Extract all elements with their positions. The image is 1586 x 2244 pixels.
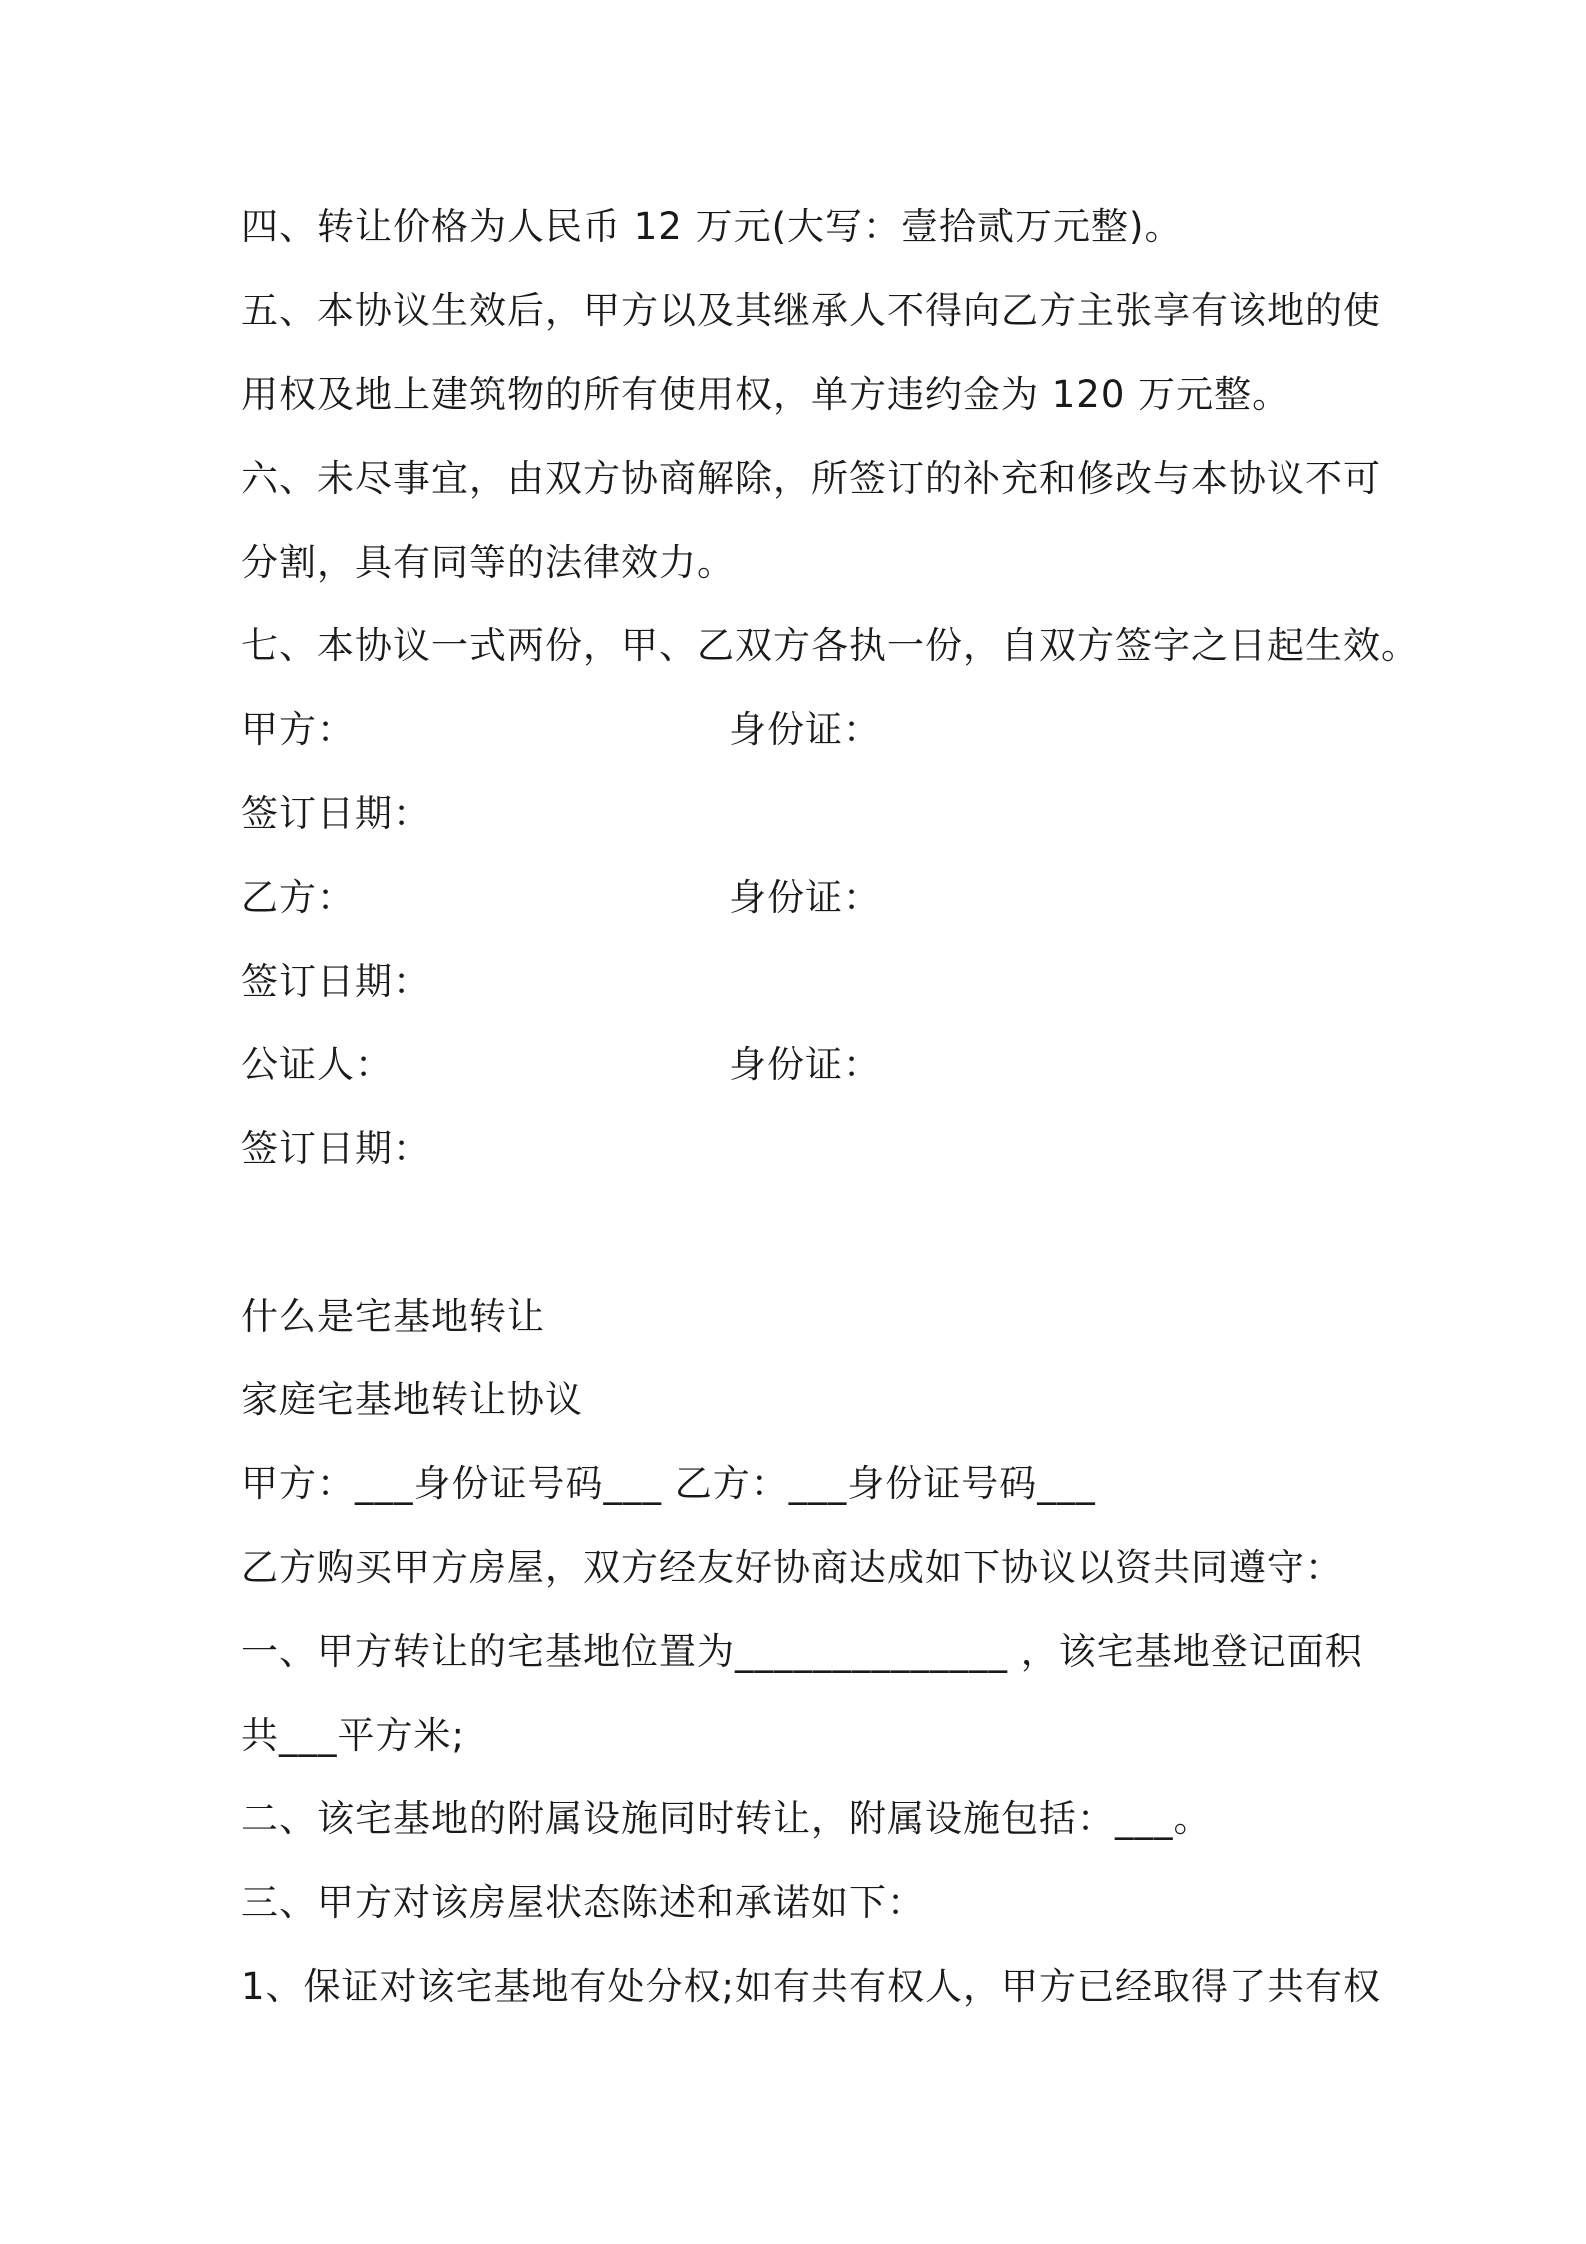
party-b-id-label: 身份证： (729, 876, 881, 919)
clause-7: 七、本协议一式两份，甲、乙双方各执一份，自双方签字之日起生效。 (241, 624, 1419, 667)
notary-label: 公证人： (241, 1043, 393, 1086)
notary-date-label: 签订日期： (241, 1127, 431, 1170)
clause-2: 二、该宅基地的附属设施同时转让，附属设施包括：___。 (241, 1797, 1212, 1840)
clause-3-1: 1、保证对该宅基地有处分权;如有共有权人，甲方已经取得了共有权 (241, 1965, 1382, 2008)
parties-line: 甲方：___身份证号码___ 乙方：___身份证号码___ (241, 1462, 1096, 1505)
section-heading: 什么是宅基地转让 (241, 1295, 545, 1338)
agreement-title: 家庭宅基地转让协议 (241, 1378, 583, 1421)
notary-id-label: 身份证： (729, 1043, 881, 1086)
party-a-id-label: 身份证： (729, 708, 881, 751)
party-b-date-label: 签订日期： (241, 960, 431, 1003)
clause-4: 四、转让价格为人民币 12 万元(大写：壹拾贰万元整)。 (241, 205, 1183, 248)
party-b-label: 乙方： (241, 876, 355, 919)
clause-1-line-1: 一、甲方转让的宅基地位置为______________ ，该宅基地登记面积 (241, 1630, 1363, 1673)
clause-5-line-1: 五、本协议生效后，甲方以及其继承人不得向乙方主张享有该地的使 (241, 289, 1381, 332)
clause-6-line-1: 六、未尽事宜，由双方协商解除，所签订的补充和修改与本协议不可 (241, 457, 1381, 500)
clause-5-line-2: 用权及地上建筑物的所有使用权，单方违约金为 120 万元整。 (241, 373, 1291, 416)
party-a-label: 甲方： (241, 708, 355, 751)
clause-6-line-2: 分割，具有同等的法律效力。 (241, 541, 735, 584)
agreement-intro: 乙方购买甲方房屋，双方经友好协商达成如下协议以资共同遵守： (241, 1546, 1343, 1589)
clause-3: 三、甲方对该房屋状态陈述和承诺如下： (241, 1881, 925, 1924)
party-a-date-label: 签订日期： (241, 792, 431, 835)
clause-1-line-2: 共___平方米; (241, 1714, 465, 1757)
